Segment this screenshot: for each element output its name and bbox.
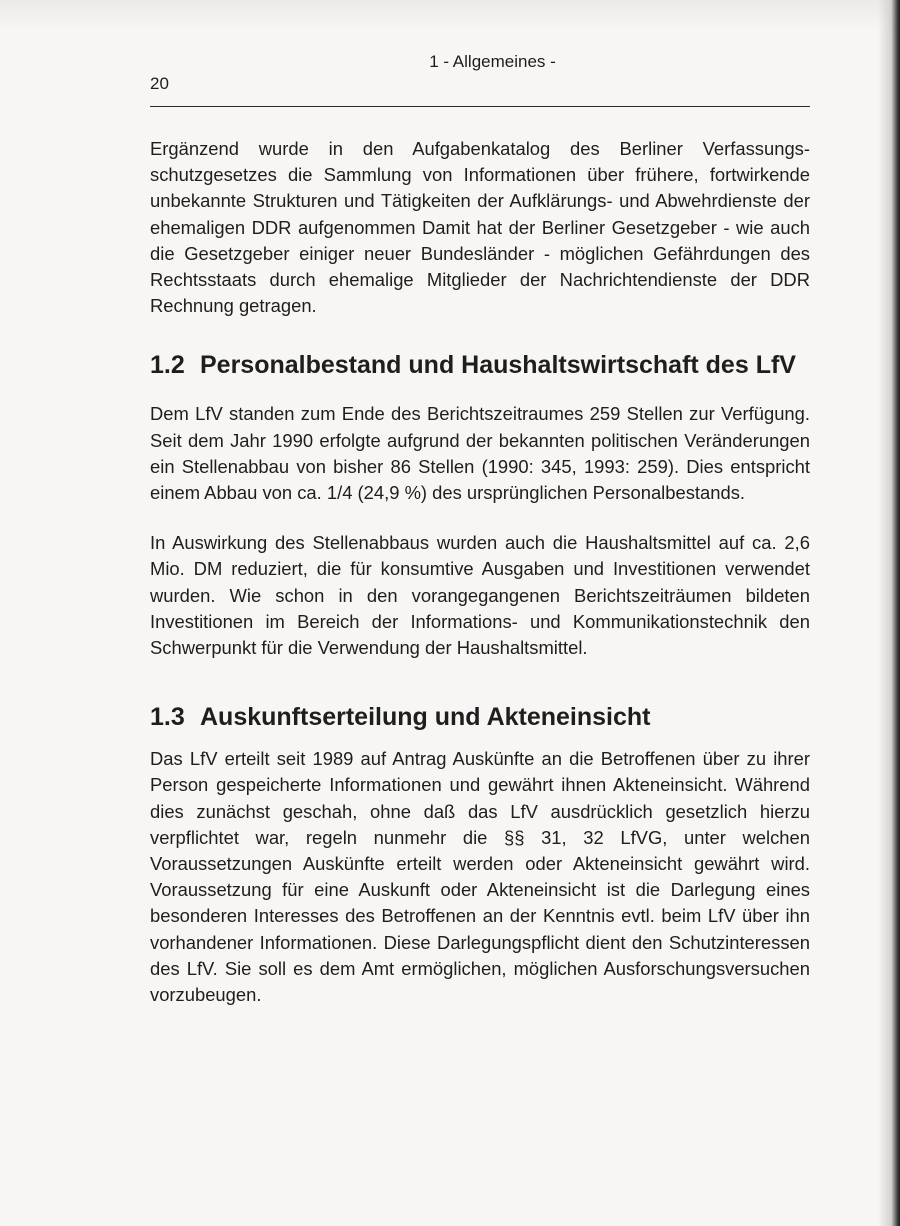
running-head: 1 - Allgemeines - bbox=[429, 52, 556, 71]
header-rule bbox=[150, 106, 810, 107]
page-header bbox=[150, 52, 805, 94]
section-number: 1.2 bbox=[150, 351, 185, 380]
scan-top-shade bbox=[0, 0, 900, 30]
section-heading-1-3 bbox=[150, 703, 810, 732]
scan-binding-edge bbox=[878, 0, 900, 1226]
section-title: Personalbestand und Haushaltswirtschaft des LfV bbox=[200, 351, 796, 380]
section-title: Auskunftserteilung und Akteneinsicht bbox=[200, 703, 651, 732]
section-1-3-paragraph-1: Das LfV erteilt seit 1989 auf Antrag Auskünfte an die Betroffenen über zu ihrer Person gespeicherte Informationen und gewährt ihnen Akteneinsicht. Während dies zunächst geschah, ohne daß das LfV ausdrücklich gesetzlich hierzu verpflichtet war, regeln nunmehr die §§ 31, 32 LfVG, unter welchen Voraussetzungen Auskünfte erteilt werden oder Akteneinsicht gewährt wird. Voraussetzung für eine Auskunft oder Akteneinsicht ist die Darlegung eines besonderen Interesses des Betroffenen an der Kenntnis evtl. beim LfV über ihn vorhandener Informationen. Diese Darlegungspflicht dient den Schutzinteressen des LfV. Sie soll es dem Amt ermöglichen, möglichen Ausforschungsversuchen vorzubeugen. bbox=[150, 748, 810, 1006]
page-body bbox=[150, 136, 810, 1008]
section-number: 1.3 bbox=[150, 703, 185, 732]
page-number: 20 bbox=[150, 74, 169, 93]
section-1-2-paragraph-1: Dem LfV standen zum Ende des Berichtszeitraumes 259 Stellen zur Verfügung. Seit dem Jahr 1990 erfolgte aufgrund der bekannten politischen Veränderungen ein Stellenabbau von bisher 86 Stellen (1990: 345, 1993: 259). Dies entspricht einem Abbau von ca. 1/4 (24,9 %) des ursprünglichen Personalbestands. bbox=[150, 403, 810, 504]
intro-paragraph: Ergänzend wurde in den Aufgabenkatalog des Berliner Verfassungsschutzgesetzes die Sammlung von Informationen über frühere, fortwirkende unbekannte Strukturen und Tätigkeiten der Aufklärungs- und Abwehrdienste der ehemaligen DDR aufgenommen Damit hat der Berliner Gesetzgeber - wie auch die Gesetzgeber einiger neuer Bundesländer - möglichen Gefährdungen des Rechtsstaats durch ehemalige Mitglieder der Nachrichtendienste der DDR Rechnung getragen. bbox=[150, 138, 810, 317]
section-heading-1-2 bbox=[150, 351, 810, 380]
section-1-2-paragraph-2: In Auswirkung des Stellenabbaus wurden auch die Haushaltsmittel auf ca. 2,6 Mio. DM reduziert, die für konsumtive Ausgaben und Investitionen verwendet wurden. Wie schon in den vorangegangenen Berichtszeiträumen bildeten Investitionen im Bereich der Informations- und Kommunikationstechnik den Schwerpunkt für die Verwendung der Haushaltsmittel. bbox=[150, 532, 810, 659]
